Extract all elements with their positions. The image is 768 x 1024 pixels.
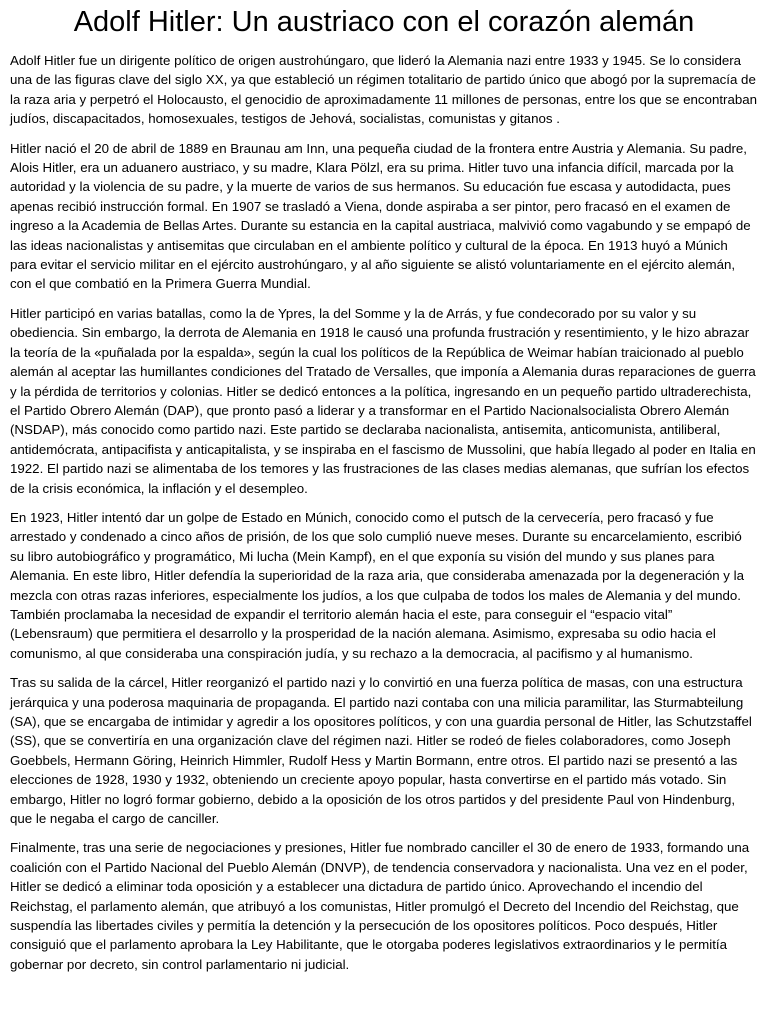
paragraph-2: Hitler nació el 20 de abril de 1889 en Braunau am Inn, una pequeña ciudad de la frontera entre Austria y Alemania. Su padre, Alois Hitler, era un aduanero austriaco, y su madre, Klara Pölzl, era su prima. Hitler tuvo una infancia difícil, marcada por la autoridad y la violencia de su padre, y la muerte de varios de sus hermanos. Su educación fue escasa y autodidacta, pues apenas recibió instrucción formal. En 1907 se trasladó a Viena, donde aspiraba a ser pintor, pero fracasó en el examen de ingreso a la Academia de Bellas Artes. Durante su estancia en la capital austriaca, malvivió como vagabundo y se empapó de las ideas nacionalistas y antisemitas que circulaban en el ambiente político y cultural de la época. En 1913 huyó a Múnich para evitar el servicio militar en el ejército austrohúngaro, y al año siguiente se alistó voluntariamente en el ejército alemán, con el que combatió en la Primera Guerra Mundial. <box>10 140 751 292</box>
paragraph-3: Hitler participó en varias batallas, como la de Ypres, la del Somme y la de Arrás, y fue condecorado por su valor y su obediencia. Sin embargo, la derrota de Alemania en 1918 le causó una profunda frustración y resentimiento, y le hizo abrazar la teoría de la «puñalada por la espalda», según la cual los políticos de la República de Weimar habían traicionado al pueblo alemán al aceptar las humillantes condiciones del Tratado de Versalles, que imponía a Alemania duras reparaciones de guerra y la pérdida de territorios y colonias. Hitler se dedicó entonces a la política, ingresando en un pequeño partido ultraderechista, el Partido Obrero Alemán (DAP), que pronto pasó a liderar y a transformar en el Partido Nacionalsocialista Obrero Alemán (NSDAP), más conocido como partido nazi. Este partido se declaraba nacionalista, antisemita, anticomunista, antiliberal, antidemócrata, antipacifista y anticapitalista, y se inspiraba en el fascismo de Mussolini, que había llegado al poder en Italia en 1922. El partido nazi se alimentaba de los temores y las frustraciones de las clases medias alemanas, que sufrían los efectos de la crisis económica, la inflación y el desempleo. <box>10 305 756 496</box>
document-title: Adolf Hitler: Un austriaco con el corazón alemán <box>73 6 695 38</box>
paragraph-5: Tras su salida de la cárcel, Hitler reorganizó el partido nazi y lo convirtió en una fuerza política de masas, con una estructura jerárquica y una poderosa maquinaria de propaganda. El partido nazi contaba con una milicia paramilitar, las Sturmabteilung (SA), que se encargaba de intimidar y agredir a los opositores políticos, y con una guardia personal de Hitler, las Schutzstaffel (SS), que se convertiría en una organización clave del régimen nazi. Hitler se rodeó de fieles colaboradores, como Joseph Goebbels, Hermann Göring, Heinrich Himmler, Rudolf Hess y Martin Bormann, entre otros. El partido nazi se presentó a las elecciones de 1928, 1930 y 1932, obteniendo un creciente apoyo popular, hasta convertirse en el partido más votado. Sin embargo, Hitler no logró formar gobierno, debido a la oposición de los otros partidos y del presidente Paul von Hindenburg, que le negaba el cargo de canciller. <box>10 675 752 827</box>
paragraph-6: Finalmente, tras una serie de negociaciones y presiones, Hitler fue nombrado canciller el 30 de enero de 1933, formando una coalición con el Partido Nacional del Pueblo Alemán (DNVP), de tendencia conservadora y nacionalista. Una vez en el poder, Hitler se dedicó a eliminar toda oposición y a establecer una dictadura de partido único. Aprovechando el incendio del Reichstag, el parlamento alemán, que atribuyó a los comunistas, Hitler promulgó el Decreto del Incendio del Reichstag, que suspendía las libertades civiles y permitía la detención y la persecución de los opositores políticos. Poco después, Hitler consiguió que el parlamento aprobara la Ley Habilitante, que le otorgaba poderes legislativos extraordinarios y le permitía gobernar por decreto, sin control parlamentario ni judicial. <box>10 840 750 972</box>
document-body <box>10 51 758 974</box>
paragraph-4: En 1923, Hitler intentó dar un golpe de Estado en Múnich, conocido como el putsch de la cervecería, pero fracasó y fue arrestado y condenado a cinco años de prisión, de los que solo cumplió nueve meses. Durante su encarcelamiento, escribió su libro autobiográfico y programático, Mi lucha (Mein Kampf), en el que exponía su visión del mundo y sus planes para Alemania. En este libro, Hitler defendía la superioridad de la raza aria, que consideraba amenazada por la degeneración y la mezcla con otras razas inferiores, especialmente los judíos, a los que culpaba de todos los males de Alemania y del mundo. También proclamaba la necesidad de expandir el territorio alemán hacia el este, para conseguir el “espacio vital” (Lebensraum) que permitiera el desarrollo y la prosperidad de la nación alemana. Asimismo, expresaba su odio hacia el comunismo, al que consideraba una conspiración judía, y su rechazo a la democracia, al pacifismo y al humanismo. <box>10 509 744 661</box>
paragraph-1: Adolf Hitler fue un dirigente político de origen austrohúngaro, que lideró la Alemania nazi entre 1933 y 1945. Se lo considera una de las figuras clave del siglo XX, ya que estableció un régimen totalitario de partido único que abogó por la supremacía de la raza aria y perpetró el Holocausto, el genocidio de aproximadamente 11 millones de personas, entre los que se encontraban judíos, discapacitados, homosexuales, testigos de Jehová, socialistas, comunistas y gitanos . <box>10 53 758 127</box>
